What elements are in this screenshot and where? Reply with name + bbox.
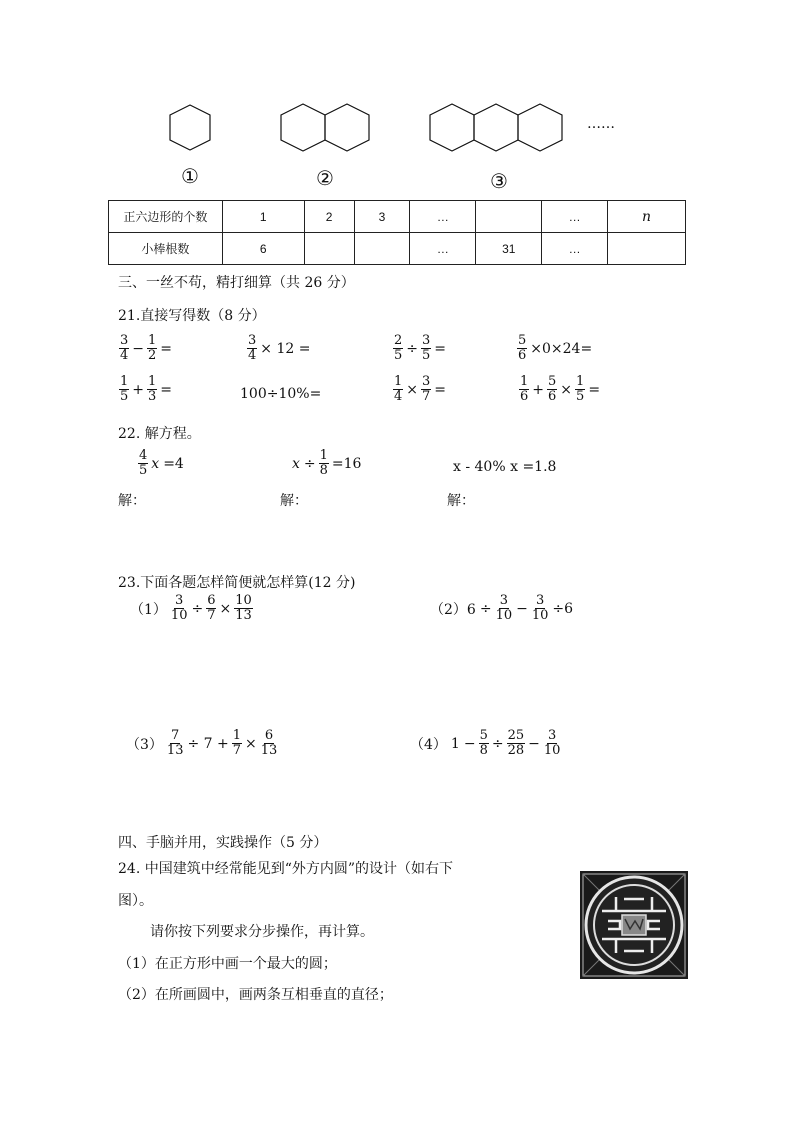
hexagon-figure-3 [425,100,565,160]
q23-problem-1: （1） $\frac{3}{10}$ ÷ $\frac{6}{7}$ × $\frac{10}{13}$ [130,593,252,623]
question-23: 23.下面各题怎样简便就怎样算(12 分) [118,575,356,591]
table-cell [608,233,686,265]
q21-item-6: 100÷10%= [240,386,322,402]
table-cell: n [608,201,686,233]
hexagon-figure-1 [160,100,220,160]
q23-problem-3: （3） $\frac{7}{13}$ ÷ 7 + $\frac{1}{7}$ × $\frac{6}{13}$ [126,728,278,758]
q21-item-2: $\frac{3}{4}$ × 12 = [248,333,311,363]
hexagon-figure-2 [275,100,375,160]
table-cell: … [410,233,476,265]
table-cell: 1 [222,201,304,233]
table-cell [476,201,542,233]
step-1: （1）在正方形中画一个最大的圆； [118,956,337,972]
q21-item-4: $\frac{5}{6}$ ×0×24= [518,333,593,363]
table-cell: … [410,201,476,233]
question-24-line-2: 图）。 [118,893,153,909]
question-24-line-1: 24. 中国建筑中经常能见到“外方内圆”的设计（如右下 [118,861,454,877]
table-row [109,201,686,233]
figure-ellipsis: …… [587,116,615,132]
step-2: （2）在所画圆中，画两条互相垂直的直径； [118,987,393,1003]
answer-label-3: 解： [447,493,475,509]
q21-item-5: $\frac{1}{5}$ + $\frac{1}{3}$ = [120,374,173,404]
table-cell [354,233,410,265]
instruction-line: 请你按下列要求分步操作，再计算。 [150,924,374,940]
question-21: 21.直接写得数（8 分） [118,308,266,324]
q21-item-3: $\frac{2}{5}$ ÷ $\frac{3}{5}$ = [394,333,447,363]
q21-item-7: $\frac{1}{4}$ × $\frac{3}{7}$ = [394,374,447,404]
q21-item-8: $\frac{1}{6}$ + $\frac{5}{6}$ × $\frac{1}{5}$ = [520,374,601,404]
figure-label-3: ③ [490,169,508,193]
table-cell: … [542,201,608,233]
table-cell: 6 [222,233,304,265]
q23-problem-2: （2）6 ÷ $\frac{3}{10}$ − $\frac{3}{10}$ ÷6 [430,593,574,623]
table-cell: … [542,233,608,265]
table-header-cell: 小棒根数 [109,233,223,265]
equation-1: $\frac{4}{5}$ x=4 [139,448,184,478]
table-cell: 2 [304,201,354,233]
equation-3: x - 40% x =1.8 [453,459,557,475]
answer-label-1: 解： [118,493,146,509]
section-4-title: 四、手脑并用，实践操作（5 分） [118,835,328,851]
q23-problem-4: （4） 1 − $\frac{5}{8}$ ÷ $\frac{25}{28}$ − $\frac{3}{10}$ [410,728,561,758]
table-cell [304,233,354,265]
equation-2: x ÷ $\frac{1}{8}$ =16 [292,448,362,478]
question-22: 22. 解方程。 [118,426,201,442]
figure-label-1: ① [181,164,199,188]
hexagon-count-table [108,200,686,265]
table-cell: 31 [476,233,542,265]
section-3-title: 三、一丝不苟，精打细算（共 26 分） [118,275,355,291]
figure-label-2: ② [316,166,334,190]
q21-item-1: $\frac{3}{4}$ − $\frac{1}{2}$ = [120,333,173,363]
table-header-cell: 正六边形的个数 [109,201,223,233]
table-row [109,233,686,265]
square-circle-lattice-image [580,871,688,979]
table-cell: 3 [354,201,410,233]
answer-label-2: 解： [280,493,308,509]
